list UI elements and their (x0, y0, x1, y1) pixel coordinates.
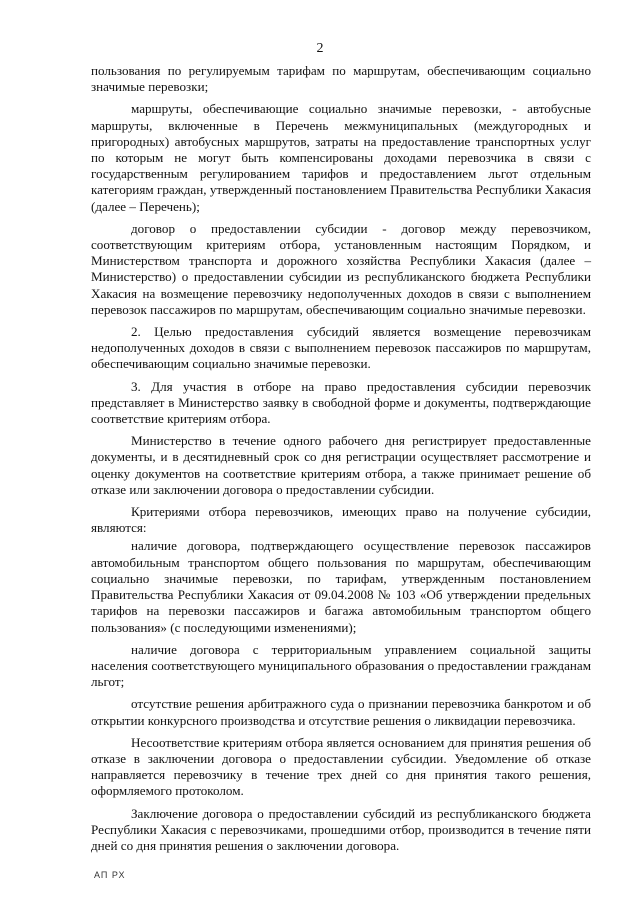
paragraph: наличие договора с территориальным управлением социальной защиты населения соответствующего муниципального образования о предоставлении гражданам льгот; (91, 641, 591, 690)
paragraph: Несоответствие критериям отбора является основанием для принятия решения об отказе в заключении договора о предоставлении субсидии. Уведомление об отказе направляется перевозчику в течение трех дней со дня принятия такого решения, оформляемого протоколом. (91, 734, 591, 799)
paragraph: 2. Целью предоставления субсидий является возмещение перевозчикам недополученных доходов в связи с выполнением перевозок пассажиров по маршрутам, обеспечивающим социально значимые перевозки. (91, 324, 591, 372)
paragraph: отсутствие решения арбитражного суда о признании перевозчика банкротом и об открытии конкурсного производства и отсутствие решения о ликвидации перевозчика. (91, 696, 591, 728)
paragraph: Заключение договора о предоставлении субсидий из республиканского бюджета Республики Хакасия с перевозчиками, прошедшими отбор, производится в течение пяти дней со дня принятия решения о заключении договора. (91, 805, 591, 853)
paragraph: договор о предоставлении субсидии - договор между перевозчиком, соответствующим критериям отбора, установленным настоящим Порядком, и Министерством транспорта и дорожного хозяйства Республики Хакасия (далее – Министерство) о предоставлении субсидии из республиканского бюджета Республики Хакасия на возмещение перевозчику недополученных доходов в связи с выполнением перевозок пассажиров по маршрутам, обеспечивающим социально значимые перевозки. (91, 220, 591, 317)
paragraph: наличие договора, подтверждающего осуществление перевозок пассажиров автомобильным транспортом общего пользования по маршрутам, обеспечивающим социально значимые перевозки, по тарифам, утвержденным постановлением Правительства Республики Хакасия от 09.04.2008 № 103 «Об утверждении предельных тарифов на перевозки пассажиров и багажа автомобильным транспортом общего пользования» (с последующими изменениями); (91, 538, 591, 635)
paragraph: маршруты, обеспечивающие социально значимые перевозки, - автобусные маршруты, включенные в Перечень межмуниципальных (междугородных и пригородных) автобусных маршрутов, затраты на предоставление транспортных услуг по которым не могут быть компенсированы доходами перевозчика в связи с государственным регулированием тарифов и предоставлением льгот отдельным категориям граждан, утвержденный постановлением Правительства Республики Хакасия (далее – Перечень); (91, 101, 591, 214)
paragraph: 3. Для участия в отборе на право предоставления субсидии перевозчик представляет в Министерство заявку в свободной форме и документы, подтверждающие соответствие критериям отбора. (91, 378, 591, 427)
paragraph: пользования по регулируемым тарифам по маршрутам, обеспечивающим социально значимые перевозки; (91, 63, 591, 95)
paragraph: Критериями отбора перевозчиков, имеющих право на получение субсидии, являются: (91, 504, 591, 536)
page-number: 2 (316, 41, 324, 56)
footer-mark: АП РХ (94, 870, 126, 880)
paragraph: Министерство в течение одного рабочего дня регистрирует предоставленные документы, и в десятидневный срок со дня регистрации осуществляет рассмотрение и оценку документов на соответствие критериям отбора, а также принимает решение об отказе или заключении договора о предоставлении субсидии. (91, 433, 591, 497)
document-body (91, 63, 591, 860)
